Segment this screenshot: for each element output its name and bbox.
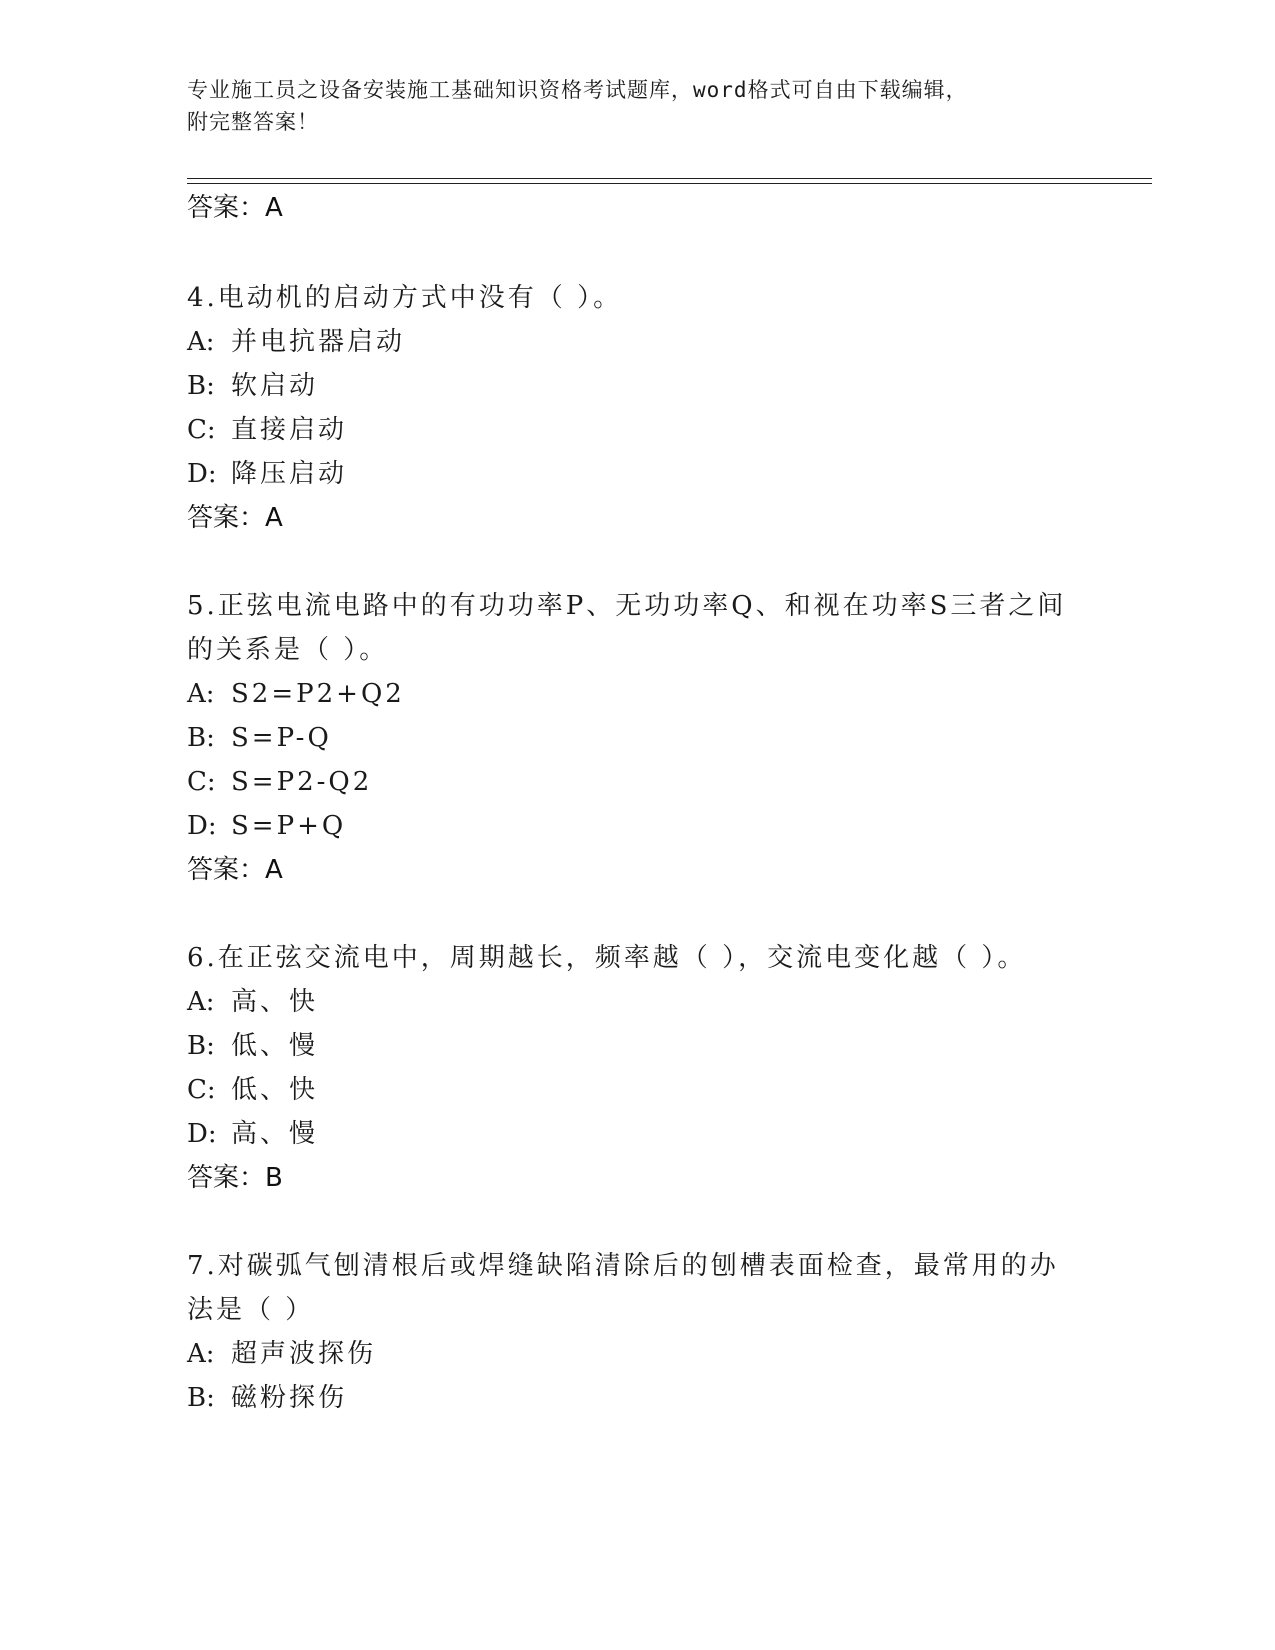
option-letter: B: (187, 1031, 215, 1061)
header-line-1: 专业施工员之设备安装施工基础知识资格考试题库，word格式可自由下载编辑， (187, 78, 968, 102)
option-text: 磁粉探伤 (231, 1383, 348, 1413)
question-5-stem-line-2: 的关系是（ ）。 (187, 635, 389, 665)
option-text: 直接启动 (231, 415, 348, 445)
question-4-option-c (187, 414, 347, 446)
option-letter: C: (187, 767, 216, 797)
option-text: 低、慢 (231, 1031, 319, 1061)
option-text: S=P-Q (231, 723, 332, 753)
question-5-option-c (187, 766, 372, 798)
question-4-option-b (187, 370, 318, 402)
question-4-option-a (187, 326, 405, 358)
option-text: 并电抗器启动 (231, 327, 406, 357)
option-letter: B: (187, 723, 215, 753)
question-5-stem-line-1: 5.正弦电流电路中的有功功率P、无功功率Q、和视在功率S三者之间 (187, 591, 1067, 621)
option-text: 降压启动 (231, 459, 348, 489)
option-text: 超声波探伤 (231, 1339, 377, 1369)
option-letter: A: (187, 987, 215, 1017)
option-text: 高、慢 (231, 1119, 319, 1149)
option-letter: C: (187, 415, 216, 445)
option-text: 高、快 (231, 987, 319, 1017)
document-header (187, 74, 1067, 138)
question-7-stem-line-2: 法是（ ） (187, 1295, 315, 1325)
option-letter: A: (187, 679, 215, 709)
option-letter: D: (187, 1119, 217, 1149)
option-letter: A: (187, 327, 215, 357)
question-5-option-d (187, 810, 346, 842)
question-4-stem: 4.电动机的启动方式中没有（ ）。 (187, 283, 623, 313)
option-letter: B: (187, 371, 215, 401)
option-letter: C: (187, 1075, 216, 1105)
answer-q4: 答案：A (187, 503, 283, 533)
option-letter: D: (187, 459, 217, 489)
option-text: S2=P2+Q2 (231, 679, 405, 709)
question-7-stem-line-1: 7.对碳弧气刨清根后或焊缝缺陷清除后的刨槽表面检查，最常用的办 (187, 1251, 1059, 1281)
question-6-option-b (187, 1030, 318, 1062)
option-letter: D: (187, 811, 217, 841)
question-6-stem: 6.在正弦交流电中，周期越长，频率越（ ），交流电变化越（ ）。 (187, 943, 1027, 973)
question-6-option-d (187, 1118, 318, 1150)
question-5-option-a (187, 678, 405, 710)
answer-q5: 答案：A (187, 855, 283, 885)
header-rule-top (187, 178, 1152, 179)
question-7-option-a (187, 1338, 376, 1370)
question-4-option-d (187, 458, 347, 490)
option-text: S=P+Q (231, 811, 347, 841)
answer-q6: 答案：B (187, 1163, 283, 1193)
header-rule-bottom (187, 183, 1152, 184)
question-5-option-b (187, 722, 332, 754)
option-letter: B: (187, 1383, 215, 1413)
question-6-option-a (187, 986, 318, 1018)
option-text: 软启动 (231, 371, 319, 401)
answer-q3: 答案：A (187, 193, 283, 223)
option-text: S=P2-Q2 (231, 767, 373, 797)
header-line-2: 附完整答案！ (187, 110, 319, 134)
question-7-option-b (187, 1382, 347, 1414)
option-letter: A: (187, 1339, 215, 1369)
option-text: 低、快 (231, 1075, 319, 1105)
question-6-option-c (187, 1074, 318, 1106)
